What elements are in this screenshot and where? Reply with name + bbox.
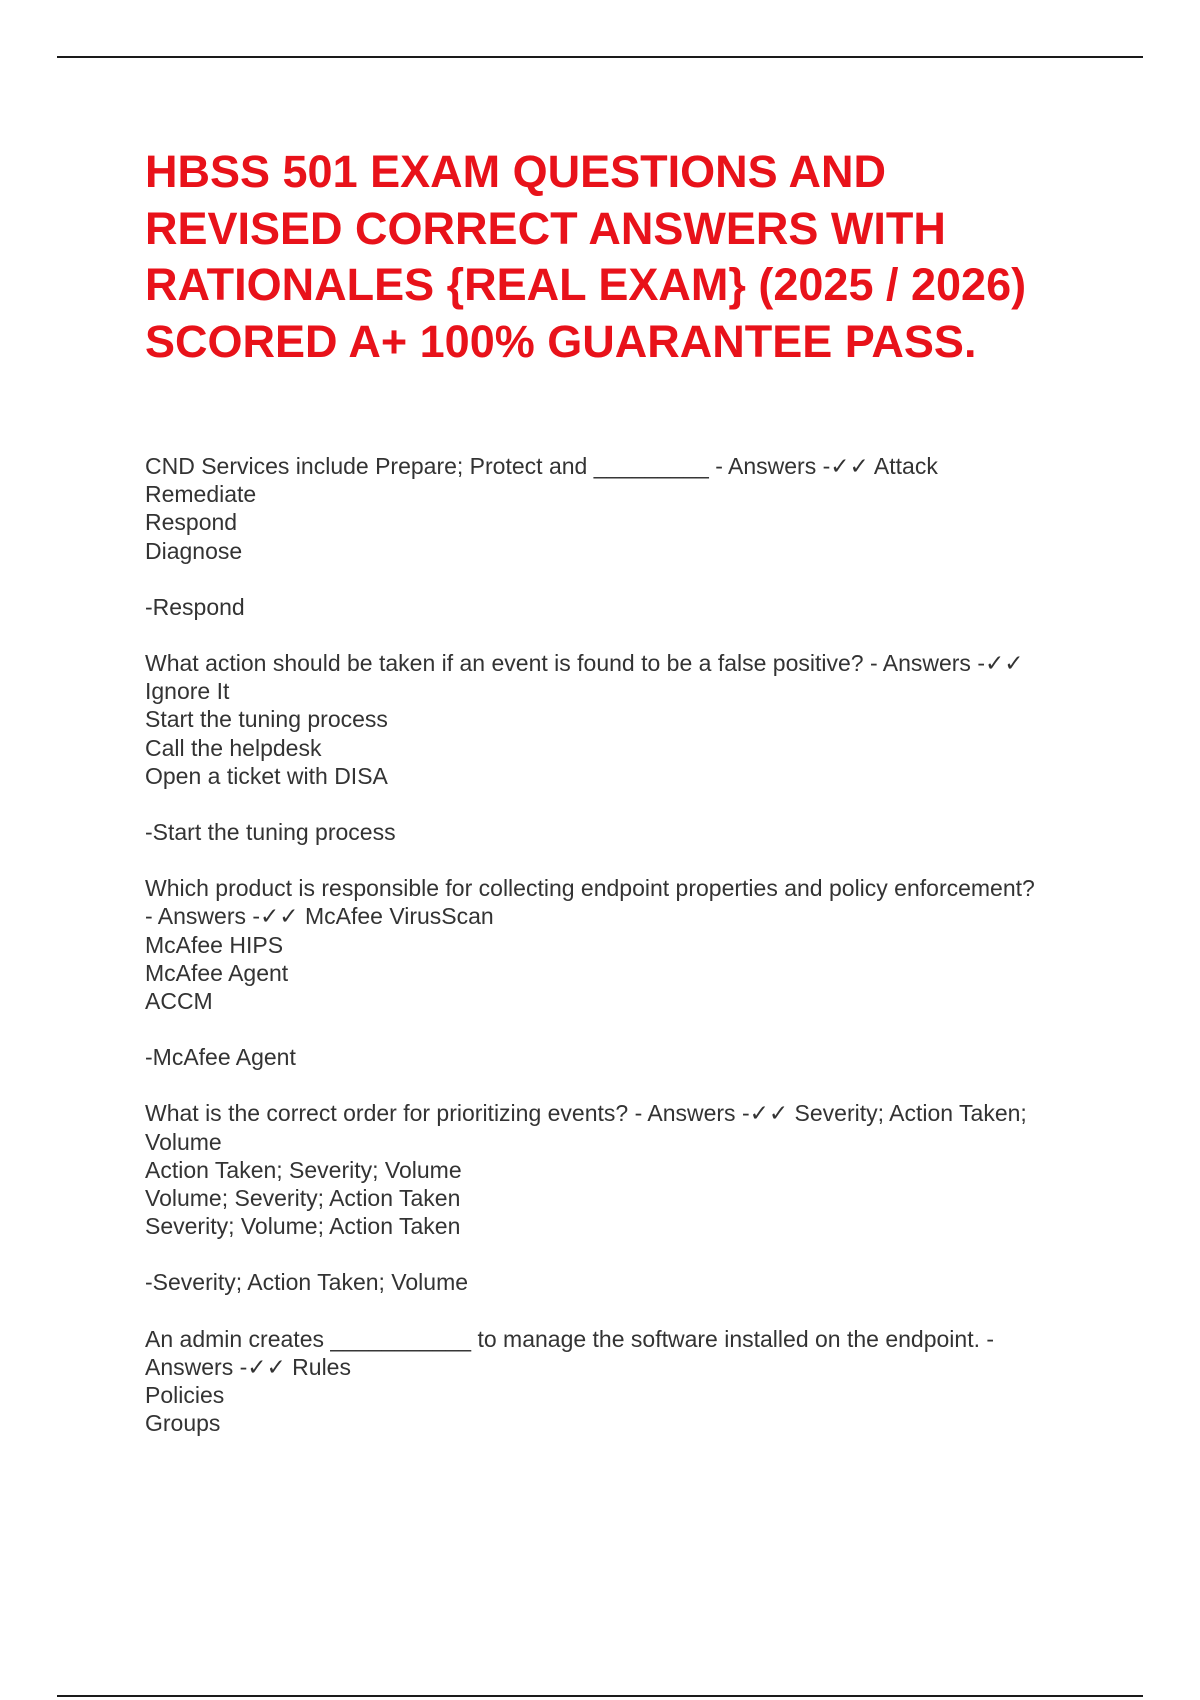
answer-option: McAfee Agent bbox=[145, 959, 289, 986]
answer-option: Severity; Volume; Action Taken bbox=[145, 1213, 461, 1240]
answer-option: Groups bbox=[145, 1410, 221, 1437]
question-block-5 bbox=[145, 1325, 1095, 1438]
answer-option: Start the tuning process bbox=[145, 706, 388, 733]
top-divider bbox=[57, 56, 1143, 58]
answer-option: Volume; Severity; Action Taken bbox=[145, 1185, 461, 1212]
answer-option: Remediate bbox=[145, 481, 257, 508]
answer-option: Policies bbox=[145, 1382, 225, 1409]
answer-option: Volume bbox=[145, 1128, 222, 1155]
question-list bbox=[145, 452, 1095, 1465]
correct-answer: -Respond bbox=[145, 593, 245, 620]
document-title: HBSS 501 EXAM QUESTIONS AND REVISED CORRECT ANSWERS WITH RATIONALES {REAL EXAM} (2025 / 2026) SCORED A+ 100% GUARANTEE PASS. bbox=[145, 146, 1027, 367]
correct-answer: -Severity; Action Taken; Volume bbox=[145, 1269, 469, 1296]
question-text-continued: - Answers -✓✓ McAfee VirusScan bbox=[145, 903, 494, 930]
question-text: What is the correct order for prioritizing events? - Answers -✓✓ Severity; Action Taken; bbox=[145, 1100, 1027, 1127]
question-text: CND Services include Prepare; Protect and _________ - Answers -✓✓ Attack bbox=[145, 453, 938, 479]
answer-option: McAfee HIPS bbox=[145, 931, 284, 958]
question-block-2 bbox=[145, 649, 1095, 846]
bottom-divider bbox=[57, 1695, 1143, 1697]
question-block-3 bbox=[145, 874, 1095, 1071]
question-block-1 bbox=[145, 452, 1095, 621]
answer-option: Open a ticket with DISA bbox=[145, 762, 388, 789]
answer-option: Call the helpdesk bbox=[145, 734, 322, 761]
question-text-continued: Answers -✓✓ Rules bbox=[145, 1353, 351, 1380]
answer-option: Ignore It bbox=[145, 678, 230, 705]
answer-option: Diagnose bbox=[145, 537, 243, 564]
question-text: An admin creates ___________ to manage the software installed on the endpoint. - bbox=[145, 1325, 995, 1352]
correct-answer: -Start the tuning process bbox=[145, 819, 396, 846]
question-text: What action should be taken if an event is found to be a false positive? - Answers -✓✓ bbox=[145, 650, 1024, 677]
question-text: Which product is responsible for collecting endpoint properties and policy enforcement? bbox=[145, 875, 1035, 902]
answer-option: ACCM bbox=[145, 988, 213, 1015]
correct-answer: -McAfee Agent bbox=[145, 1044, 296, 1071]
question-block-4 bbox=[145, 1099, 1095, 1296]
answer-option: Respond bbox=[145, 509, 238, 536]
answer-option: Action Taken; Severity; Volume bbox=[145, 1156, 462, 1183]
